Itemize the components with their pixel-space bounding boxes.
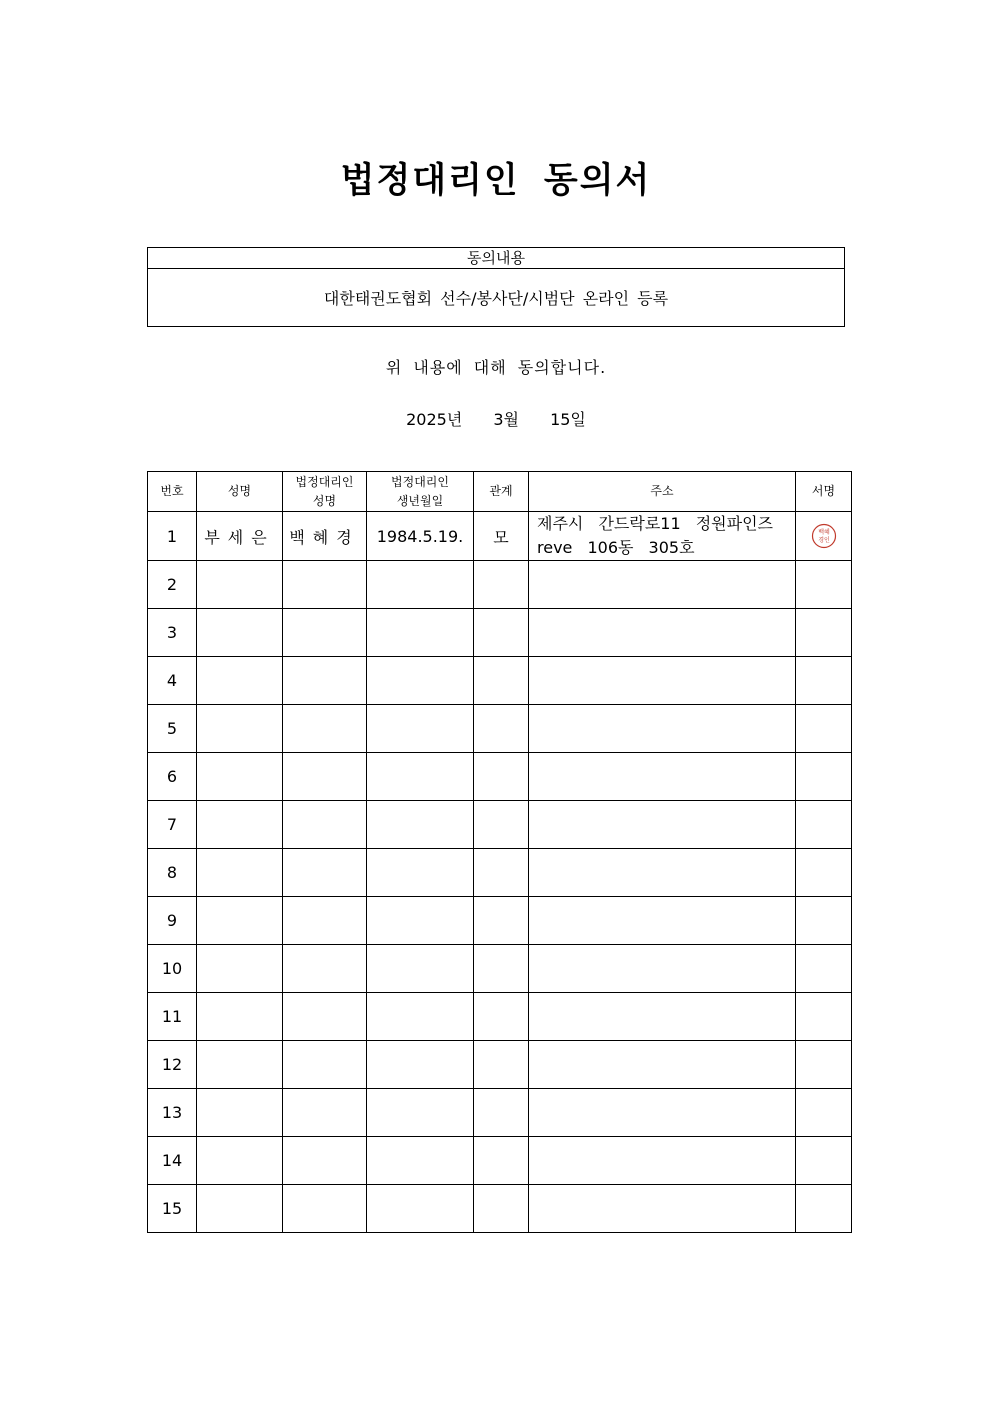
cell-name [197, 993, 283, 1041]
cell-no: 11 [148, 993, 197, 1041]
cell-no: 8 [148, 849, 197, 897]
cell-address [529, 561, 796, 609]
header-no: 번호 [148, 472, 197, 512]
cell-no: 15 [148, 1185, 197, 1233]
cell-address [529, 1137, 796, 1185]
cell-address [529, 753, 796, 801]
cell-address [529, 993, 796, 1041]
cell-name [197, 1137, 283, 1185]
cell-guardian-name [283, 849, 367, 897]
cell-relation [474, 561, 529, 609]
address-line2: reve 106동 305호 [537, 538, 695, 557]
cell-signature [796, 753, 852, 801]
cell-name [197, 945, 283, 993]
cell-guardian-birth [367, 993, 474, 1041]
cell-guardian-birth [367, 609, 474, 657]
cell-guardian-birth [367, 801, 474, 849]
header-guardian-name-line2: 성명 [312, 493, 337, 508]
cell-relation [474, 1137, 529, 1185]
cell-address [529, 705, 796, 753]
cell-signature [796, 657, 852, 705]
address-line1: 제주시 간드락로11 정원파인즈 [537, 514, 774, 533]
cell-no: 13 [148, 1089, 197, 1137]
signature-seal-icon [811, 523, 837, 549]
cell-no: 14 [148, 1137, 197, 1185]
cell-guardian-birth [367, 897, 474, 945]
cell-name [197, 1089, 283, 1137]
cell-no: 1 [148, 512, 197, 561]
svg-text:백혜: 백혜 [817, 529, 830, 536]
table-row [148, 1089, 852, 1137]
cell-no: 9 [148, 897, 197, 945]
cell-guardian-name [283, 945, 367, 993]
cell-guardian-name [283, 1185, 367, 1233]
cell-address [529, 849, 796, 897]
table-row [148, 657, 852, 705]
cell-relation: 모 [474, 512, 529, 561]
header-signature: 서명 [796, 472, 852, 512]
cell-guardian-birth [367, 945, 474, 993]
cell-relation [474, 849, 529, 897]
header-guardian-name-line1: 법정대리인 [295, 474, 354, 489]
cell-signature [796, 561, 852, 609]
cell-name [197, 1041, 283, 1089]
cell-guardian-name [283, 609, 367, 657]
header-guardian-birth [367, 472, 474, 512]
cell-no: 2 [148, 561, 197, 609]
cell-guardian-birth [367, 1089, 474, 1137]
table-row [148, 801, 852, 849]
cell-name [197, 609, 283, 657]
cell-address [529, 657, 796, 705]
cell-guardian-birth [367, 849, 474, 897]
header-guardian-birth-line1: 법정대리인 [391, 474, 449, 489]
cell-relation [474, 609, 529, 657]
cell-guardian-name: 백혜경 [283, 512, 367, 561]
consent-box [147, 247, 845, 327]
cell-no: 5 [148, 705, 197, 753]
header-address: 주소 [529, 472, 796, 512]
table-row [148, 945, 852, 993]
cell-address [529, 1185, 796, 1233]
cell-guardian-birth [367, 1185, 474, 1233]
cell-signature [796, 945, 852, 993]
table-row [148, 512, 852, 561]
cell-guardian-birth [367, 657, 474, 705]
cell-signature [796, 849, 852, 897]
cell-guardian-birth [367, 753, 474, 801]
table-row [148, 753, 852, 801]
cell-relation [474, 705, 529, 753]
cell-address [529, 512, 796, 561]
cell-guardian-birth [367, 1041, 474, 1089]
svg-text:경인: 경인 [817, 537, 830, 544]
cell-relation [474, 1089, 529, 1137]
table-row [148, 1137, 852, 1185]
consent-header: 동의내용 [148, 248, 844, 269]
cell-relation [474, 1041, 529, 1089]
cell-address [529, 897, 796, 945]
cell-no: 3 [148, 609, 197, 657]
cell-no: 12 [148, 1041, 197, 1089]
cell-address [529, 609, 796, 657]
document-title: 법정대리인 동의서 [340, 161, 652, 201]
cell-relation [474, 753, 529, 801]
date-line: 2025년 3월 15일 [406, 410, 586, 429]
cell-guardian-name [283, 561, 367, 609]
cell-name: 부세은 [197, 512, 283, 561]
cell-relation [474, 801, 529, 849]
cell-guardian-name [283, 1089, 367, 1137]
cell-signature [796, 1041, 852, 1089]
table-row [148, 609, 852, 657]
cell-guardian-birth [367, 561, 474, 609]
cell-address [529, 1041, 796, 1089]
cell-guardian-name [283, 753, 367, 801]
cell-relation [474, 1185, 529, 1233]
table-row [148, 1041, 852, 1089]
header-name: 성명 [197, 472, 283, 512]
cell-signature [796, 609, 852, 657]
cell-address [529, 1089, 796, 1137]
table-row [148, 561, 852, 609]
cell-guardian-birth [367, 705, 474, 753]
cell-guardian-name [283, 993, 367, 1041]
cell-guardian-name [283, 1137, 367, 1185]
cell-name [197, 561, 283, 609]
header-row [148, 472, 852, 512]
cell-relation [474, 657, 529, 705]
cell-name [197, 705, 283, 753]
table-row [148, 849, 852, 897]
cell-name [197, 657, 283, 705]
cell-relation [474, 897, 529, 945]
cell-guardian-name [283, 897, 367, 945]
cell-relation [474, 945, 529, 993]
header-guardian-birth-line2: 생년월일 [396, 493, 444, 508]
cell-no: 6 [148, 753, 197, 801]
header-relation: 관계 [474, 472, 529, 512]
cell-name [197, 801, 283, 849]
cell-relation [474, 993, 529, 1041]
table-row [148, 1185, 852, 1233]
cell-name [197, 1185, 283, 1233]
table-row [148, 897, 852, 945]
cell-address [529, 801, 796, 849]
header-guardian-name [283, 472, 367, 512]
cell-no: 7 [148, 801, 197, 849]
cell-guardian-name [283, 801, 367, 849]
cell-signature [796, 705, 852, 753]
cell-name [197, 897, 283, 945]
cell-name [197, 753, 283, 801]
cell-signature [796, 1089, 852, 1137]
cell-guardian-birth [367, 1137, 474, 1185]
cell-signature [796, 512, 852, 561]
cell-signature [796, 801, 852, 849]
agreement-statement: 위 내용에 대해 동의합니다. [385, 358, 607, 377]
cell-signature [796, 1185, 852, 1233]
cell-no: 4 [148, 657, 197, 705]
cell-guardian-name [283, 657, 367, 705]
consent-body: 대한태권도협회 선수/봉사단/시범단 온라인 등록 [323, 289, 669, 308]
cell-signature [796, 1137, 852, 1185]
table-row [148, 705, 852, 753]
table-row [148, 993, 852, 1041]
cell-signature [796, 993, 852, 1041]
cell-no: 10 [148, 945, 197, 993]
cell-address [529, 945, 796, 993]
cell-guardian-name [283, 705, 367, 753]
cell-signature [796, 897, 852, 945]
roster-table [147, 471, 852, 1233]
cell-guardian-name [283, 1041, 367, 1089]
cell-guardian-birth: 1984.5.19. [367, 512, 474, 561]
cell-name [197, 849, 283, 897]
